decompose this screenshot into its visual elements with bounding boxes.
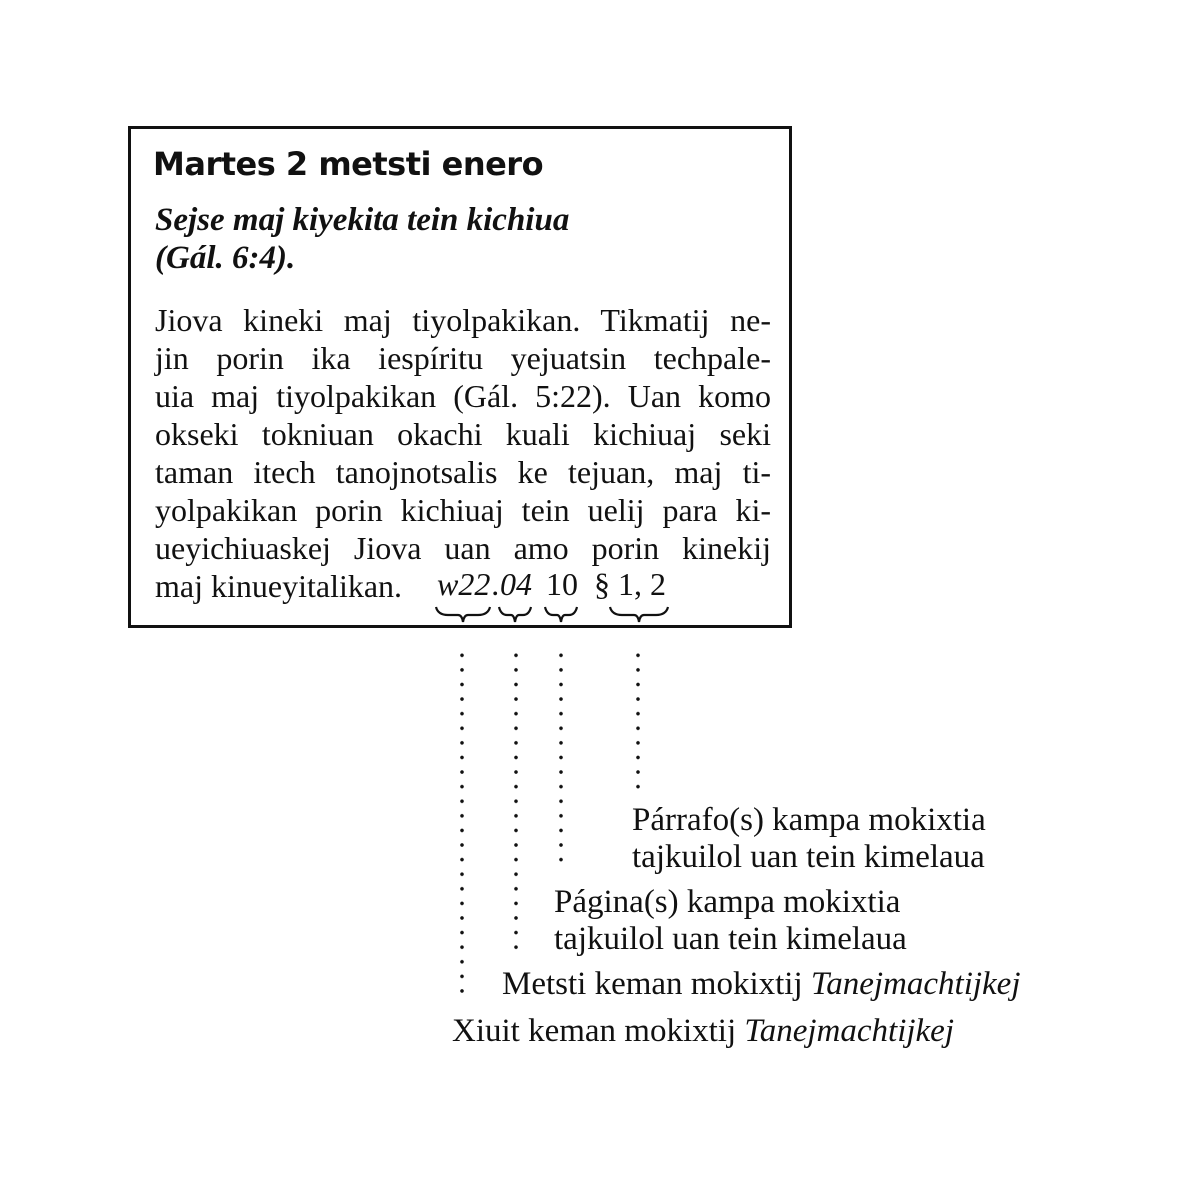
year-label-text: Xiuit keman mokixtij xyxy=(452,1013,737,1049)
citation-page: 10 xyxy=(546,566,578,602)
month-label-text: Metsti keman mokixtij xyxy=(502,966,803,1002)
page-label-line: tajkuilol uan tein kimelaua xyxy=(554,921,907,957)
page-leader-line xyxy=(558,648,564,870)
citation-issue: .04 xyxy=(492,566,532,602)
body-line: uia maj tiyolpakikan (Gál. 5:22). Uan komo xyxy=(155,378,771,414)
body-line: jin porin ika iespíritu yejuatsin techpale- xyxy=(155,340,771,376)
citation-paragraph: § 1, 2 xyxy=(594,566,666,602)
paragraph-label xyxy=(632,802,986,876)
month-label-publication: Tanejmachtijkej xyxy=(810,966,1021,1002)
page-label xyxy=(554,884,907,958)
year-label xyxy=(452,1013,954,1050)
body-line: maj kinueyitalikan. xyxy=(155,568,403,604)
theme-scripture-line: Sejse maj kiyekita tein kichiua xyxy=(155,202,570,238)
year-leader-line xyxy=(459,648,465,1002)
date-heading: Martes 2 metsti enero xyxy=(153,145,544,183)
citation-publication: w22 xyxy=(437,566,491,602)
body-line: ueyichiuaskej Jiova uan amo porin kinekij xyxy=(155,530,771,566)
page-label-line: Página(s) kampa mokixtia xyxy=(554,884,901,920)
month-leader-line xyxy=(513,648,519,952)
body-line: taman itech tanojnotsalis ke tejuan, maj ti- xyxy=(155,454,771,490)
body-line: Jiova kineki maj tiyolpakikan. Tikmatij ne- xyxy=(155,302,771,338)
year-label-publication: Tanejmachtijkej xyxy=(744,1013,954,1049)
month-label xyxy=(502,966,1021,1003)
theme-scripture xyxy=(155,201,775,277)
theme-scripture-line: (Gál. 6:4). xyxy=(155,240,296,276)
paragraph-leader-line xyxy=(635,648,641,792)
body-line: yolpakikan porin kichiuaj tein uelij para ki- xyxy=(155,492,771,528)
paragraph-label-line: tajkuilol uan tein kimelaua xyxy=(632,839,985,875)
paragraph-label-line: Párrafo(s) kampa mokixtia xyxy=(632,802,986,838)
body-line: okseki tokniuan okachi kuali kichiuaj seki xyxy=(155,416,771,452)
year-brace-icon xyxy=(434,603,492,627)
page-brace-icon xyxy=(543,603,579,627)
month-brace-icon xyxy=(497,603,533,627)
paragraph-brace-icon xyxy=(608,603,670,627)
